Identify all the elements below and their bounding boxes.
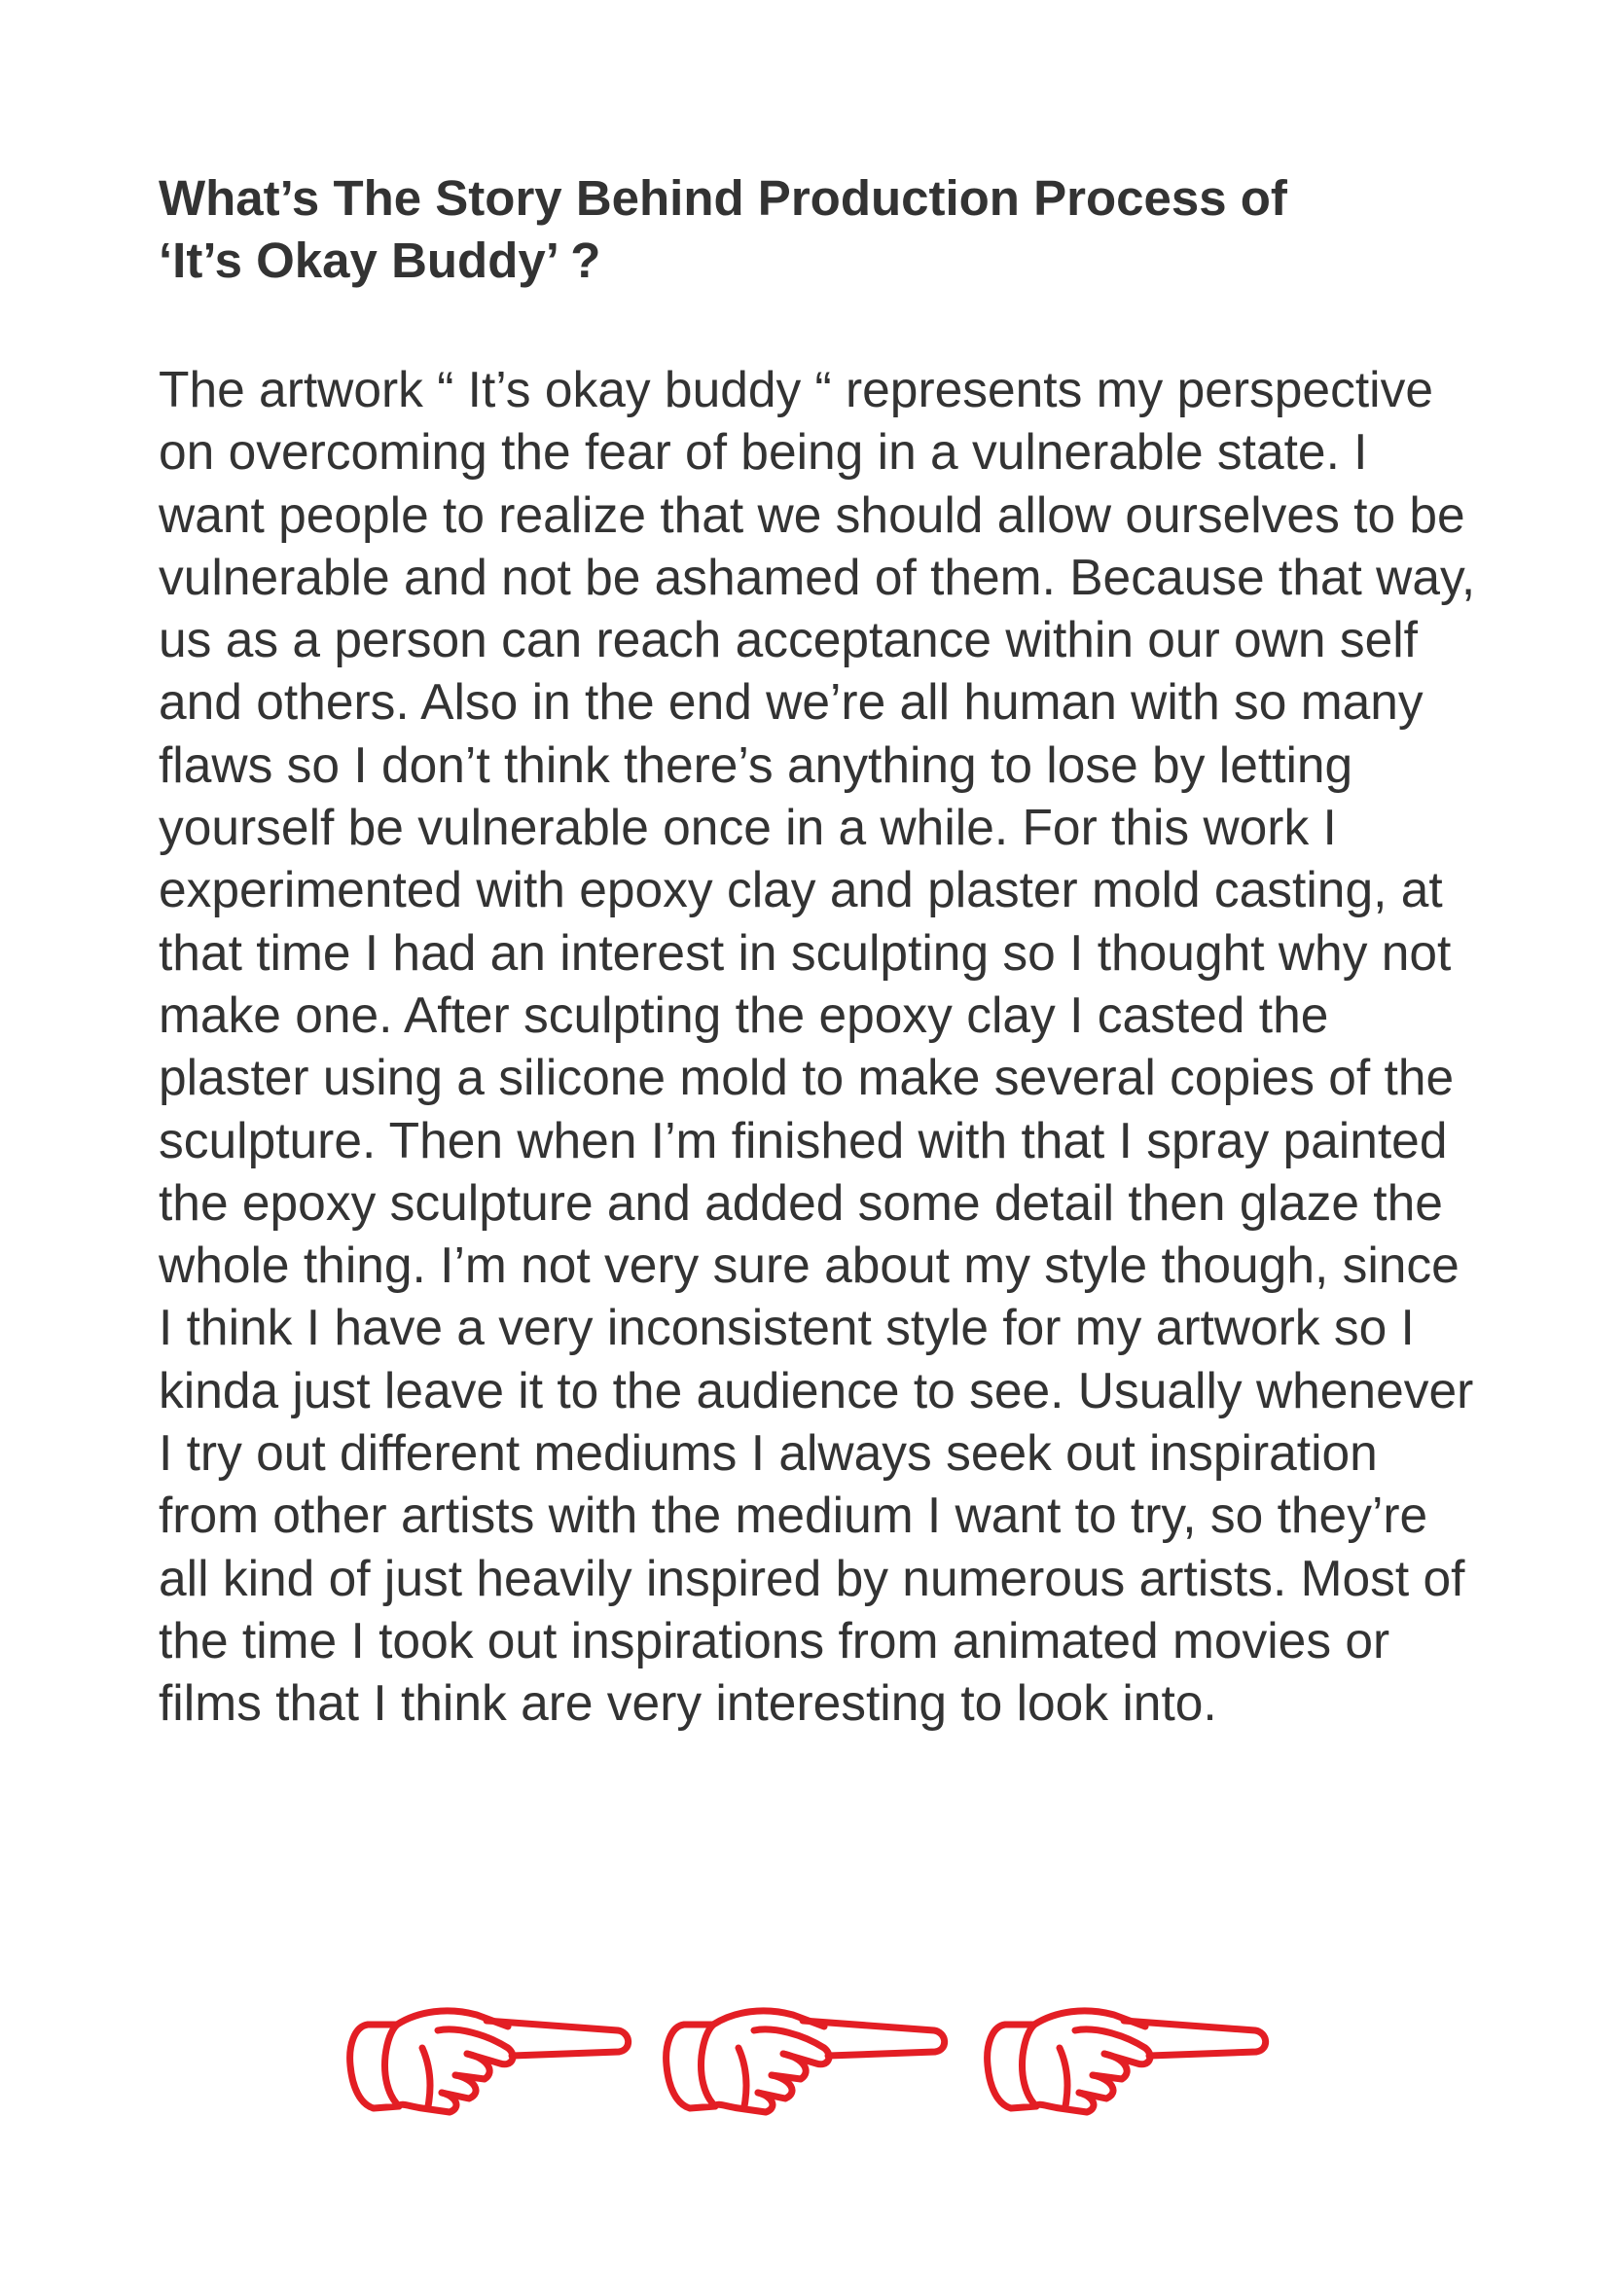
document-content [159,167,1501,1735]
page-title: What’s The Story Behind Production Process of ‘It’s Okay Buddy’ ? [159,170,1287,288]
pointing-hand-right-icon [341,1988,642,2124]
pointing-hand-right-icon [657,1988,958,2124]
body-paragraph: The artwork “ It’s okay buddy “ represents my perspective on overcoming the fear of being in a vulnerable state. I want people to realize that we should allow ourselves to be vulnerable and not be ashamed of them. Because that way, us as a person can reach acceptance within our own self and others. Also in the end we’re all human with so many flaws so I don’t think there’s anything to lose by letting yourself be vulnerable once in a while. For this work I experimented with epoxy clay and plaster mold casting, at that time I had an interest in sculpting so I thought why not make one. After sculpting the epoxy clay I casted the plaster using a silicone mold to make several copies of the sculpture. Then when I’m finished with that I spray painted the epoxy sculpture and added some detail then glaze the whole thing. I’m not very sure about my style though, since I think I have a very inconsistent style for my artwork so I kinda just leave it to the audience to see. Usually whenever I try out different mediums I always seek out inspiration from other artists with the medium I want to try, so they’re all kind of just heavily inspired by numerous artists. Most of the time I took out inspirations from animated movies or films that I think are very interesting to look into. [159,361,1476,1732]
pointing-hands-row [341,1988,1294,2124]
pointing-hand-right-icon [978,1988,1280,2124]
